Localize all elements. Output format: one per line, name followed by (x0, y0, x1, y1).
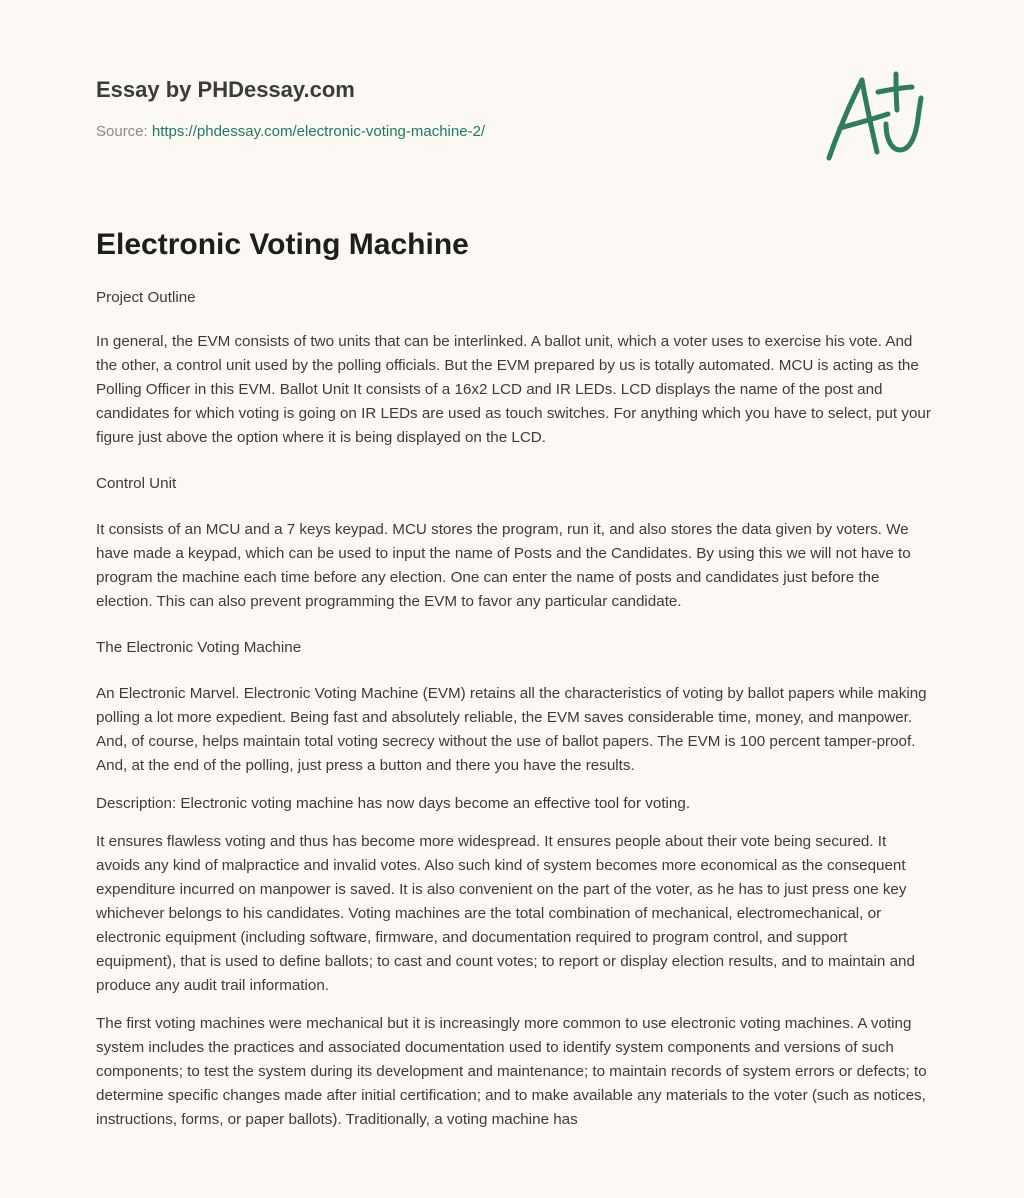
source-line (96, 122, 796, 142)
essay-title: Electronic Voting Machine (96, 228, 469, 261)
source-label: Source: (96, 123, 152, 140)
source-link[interactable]: https://phdessay.com/electronic-voting-machine-2/ (151, 123, 486, 140)
paragraph: The first voting machines were mechanical but it is increasingly more common to use electronic voting machines. A voting system includes the practices and associated documentation used to identify system components and versions of such components; to test the system during its development and maintenance; to maintain records of system errors or defects; to determine specific changes made after initial certification; and to make available any materials to the voter (such as notices, instructions, forms, or paper ballots). Traditionally, a voting machine has (96, 1015, 927, 1128)
paragraph: Description: Electronic voting machine has now days become an effective tool for voting. (96, 795, 691, 812)
section-heading: Control Unit (96, 475, 177, 492)
paragraph: An Electronic Marvel. Electronic Voting Machine (EVM) retains all the characteristics of voting by ballot papers while making polling a lot more expedient. Being fast and absolutely reliable, the EVM saves considerable time, money, and manpower. And, of course, helps maintain total voting secrecy without the use of ballot papers. The EVM is 100 percent tamper-proof. And, at the end of the polling, just press a button and there you have the results. (96, 685, 927, 774)
a-plus-logo-icon (820, 66, 930, 166)
paragraph: It consists of an MCU and a 7 keys keypad. MCU stores the program, run it, and also stores the data given by voters. We have made a keypad, which can be used to input the name of Posts and the Candidates. By using this we will not have to program the machine each time before any election. One can enter the name of posts and candidates just before the election. This can also prevent programming the EVM to favor any particular candidate. (96, 521, 911, 610)
section-heading: Project Outline (96, 289, 196, 306)
essay-content (96, 226, 931, 1132)
paragraph: It ensures flawless voting and thus has become more widespread. It ensures people about their vote being secured. It avoids any kind of malpractice and invalid votes. Also such kind of system becomes more economical as the consequent expenditure incurred on manpower is saved. It is also convenient on the part of the voter, as he has to just press one key whichever belongs to his candidates. Voting machines are the total combination of mechanical, electromechanical, or electronic equipment (including software, firmware, and documentation required to program control, and support equipment), that is used to define ballots; to cast and count votes; to report or display election results, and to maintain and produce any audit trail information. (96, 833, 915, 994)
paragraph: In general, the EVM consists of two units that can be interlinked. A ballot unit, which a voter uses to exercise his vote. And the other, a control unit used by the polling officials. But the EVM prepared by us is totally automated. MCU is acting as the Polling Officer in this EVM. Ballot Unit It consists of a 16x2 LCD and IR LEDs. LCD displays the name of the post and candidates for which voting is going on IR LEDs are used as touch switches. For anything which you have to select, put your figure just above the option where it is being displayed on the LCD. (96, 333, 931, 446)
page-header (96, 76, 796, 142)
site-title: Essay by PHDessay.com (96, 77, 355, 102)
section-heading: The Electronic Voting Machine (96, 639, 302, 656)
